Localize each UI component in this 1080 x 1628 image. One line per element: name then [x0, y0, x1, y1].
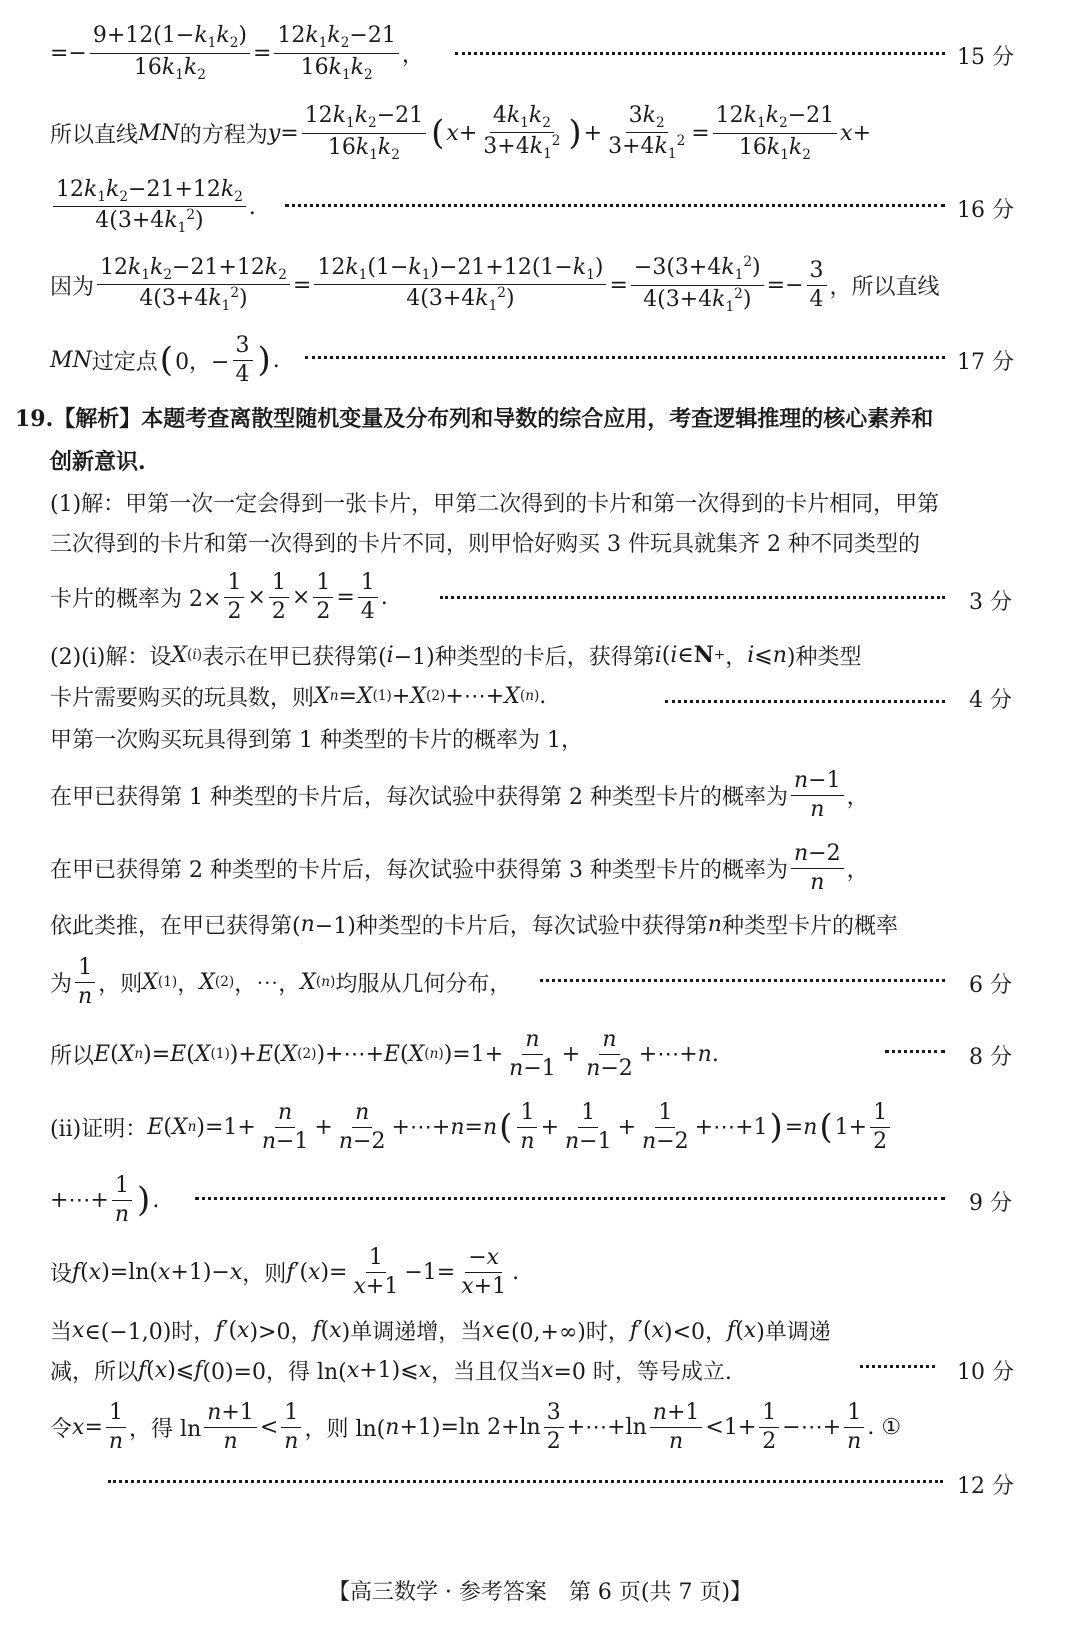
equation-line-fixed-point: 因为 $\frac{12k_1k_2-21+12k_2}{4(3+4k_1^2)}$ = $\frac{12k_1(1-k_1)-21+12(1-k_1)}{4(3+4k_1^2)}$ = $\frac{-3(3+4k_1^2)}{4(3+4k_1^2)}$ =− $\frac{3}{4}$ ，所以直线 — [50, 253, 940, 315]
part2i-line-f: 依此类推，在甲已获得第( n −1)种类型的卡片后，每次试验中获得第 n 种类型卡片的概率 — [50, 911, 898, 939]
dot-leader — [885, 1046, 945, 1053]
part2i-line-a: (2)(ⅰ)解：设 X (i) 表示在甲已获得第( i −1)种类型的卡后，获得第 i ( i ∈N + ， i ⩽ n )种类型 — [50, 642, 862, 670]
part2i-line-b: 卡片需要购买的玩具数，则 X n = X (1) + X (2) +⋯+ X (n) . — [50, 683, 547, 711]
score-15: 15 分 — [957, 45, 1014, 70]
dot-leader — [305, 352, 945, 359]
part2ii-line-f: 令 x = $\frac{1}{n}$ ，得 ln $\frac{n+1}{n}$ < $\frac{1}{n}$ ，则 ln( n +1)=ln 2+ln $\frac{3}{2}$ +⋯+ln $\frac{n+1}{n}$ <1+ $\frac{1}{2}$ −⋯+ $\frac{1}{n}$ . ① — [50, 1400, 902, 1454]
part2i-line-g: 为 $\frac{1}{n}$ ，则 X (1) ， X (2) ，⋯， X (n) 均服从几何分布， — [50, 955, 512, 1009]
dot-leader — [440, 592, 945, 599]
part2ii-line-d: 当 x ∈(−1,0)时， f ′( x )>0， f ( x )单调递增，当 x ∈(0,+∞)时， f ′( x )<0， f ( x )单调递 — [50, 1317, 831, 1345]
equation-line-mn: 所以直线 MN 的方程为 y = $\frac{12k_1k_2-21}{16k_1k_2}$ ( x + $\frac{4k_1k_2}{3+4k_1^2}$ ) + $\frac{3k_2}{3+4k_1^2}$ = $\frac{12k_1k_2-21}{16k_1k_2}$ x + — [50, 102, 871, 163]
dot-leader — [455, 48, 945, 55]
part2ii-line-e: 减，所以 f ( x )⩽ f (0)=0，得 ln( x +1)⩽ x ，当且仅当 x =0 时，等号成立. — [50, 1357, 732, 1385]
score-12: 12 分 — [957, 1474, 1014, 1499]
dot-leader — [108, 1476, 943, 1483]
dot-leader — [195, 1193, 945, 1200]
equation-line-1: =− $\frac{9+12(1-k_1k_2)}{16k_1k_2}$ = $\frac{12k_1k_2-21}{16k_1k_2}$ ， — [50, 23, 424, 83]
dot-leader — [860, 1361, 935, 1368]
part1-line-c: 卡片的概率为 2× $\frac{1}{2}$ × $\frac{1}{2}$ × $\frac{1}{2}$ = $\frac{1}{4}$ . — [50, 570, 388, 624]
page-footer: 【高三数学 · 参考答案 第 6 页(共 7 页)】 — [327, 1580, 753, 1605]
dot-leader — [540, 975, 945, 982]
part2ii-line-c: 设 f ( x )=ln( x +1)− x ，则 f ′( x )= $\frac{1}{x+1}$ −1= $\frac{-x}{x+1}$ . — [50, 1245, 520, 1299]
part2i-line-e: 在甲已获得第 2 种类型的卡片后，每次试验中获得第 3 种类型卡片的概率为 $\frac{n-2}{n}$ ， — [50, 841, 869, 895]
part2ii-line-b: +⋯+ $\frac{1}{n}$ ) . — [50, 1173, 160, 1227]
part2ii-line-a: (ⅱ)证明： E ( X n )=1+ $\frac{n}{n-1}$ + $\frac{n}{n-2}$ +⋯+ n = n ( $\frac{1}{n}$ + $\frac{1}{n-1}$ + $\frac{1}{n-2}$ +⋯+1 ) = n ( 1+ $\frac{1}{2}$ — [50, 1095, 893, 1159]
score-17: 17 分 — [957, 350, 1014, 375]
score-16: 16 分 — [957, 198, 1014, 223]
dot-leader — [665, 696, 945, 703]
part2i-line-c: 甲第一次购买玩具得到第 1 种类型的卡片的概率为 1， — [50, 727, 583, 753]
dot-leader — [285, 200, 945, 207]
part1-line-a: (1)解：甲第一次一定会得到一张卡片，甲第二次得到的卡片和第一次得到的卡片相同，甲第 — [50, 491, 940, 517]
score-4: 4 分 — [969, 688, 1012, 713]
part2i-line-d: 在甲已获得第 1 种类型的卡片后，每次试验中获得第 2 种类型卡片的概率为 $\frac{n-1}{n}$ ， — [50, 768, 869, 822]
score-8: 8 分 — [969, 1045, 1012, 1070]
fixed-point-line: MN 过定点 ( 0，− $\frac{3}{4}$ ) . — [50, 333, 280, 387]
score-9: 9 分 — [969, 1191, 1012, 1216]
score-10: 10 分 — [957, 1360, 1014, 1385]
score-6: 6 分 — [969, 973, 1012, 998]
q19-heading: 19.【解析】本题考查离散型随机变量及分布列和导数的综合应用，考查逻辑推理的核心素养和 — [15, 405, 934, 432]
part1-line-b: 三次得到的卡片和第一次得到的卡片不同，则甲恰好购买 3 件玩具就集齐 2 种不同类型的 — [50, 531, 920, 557]
q19-heading-cont: 创新意识. — [50, 448, 146, 475]
equation-line-mn-cont: $\frac{12k_1k_2-21+12k_2}{4(3+4k_1^2)}$ . — [50, 172, 256, 242]
part2i-line-h: 所以 E ( X n )= E ( X (1) )+ E ( X (2) )+⋯+ E ( X (n) )=1+ $\frac{n}{n-1}$ + $\frac{n}{n-2}$ +⋯+ n . — [50, 1027, 719, 1081]
score-3: 3 分 — [969, 590, 1012, 615]
